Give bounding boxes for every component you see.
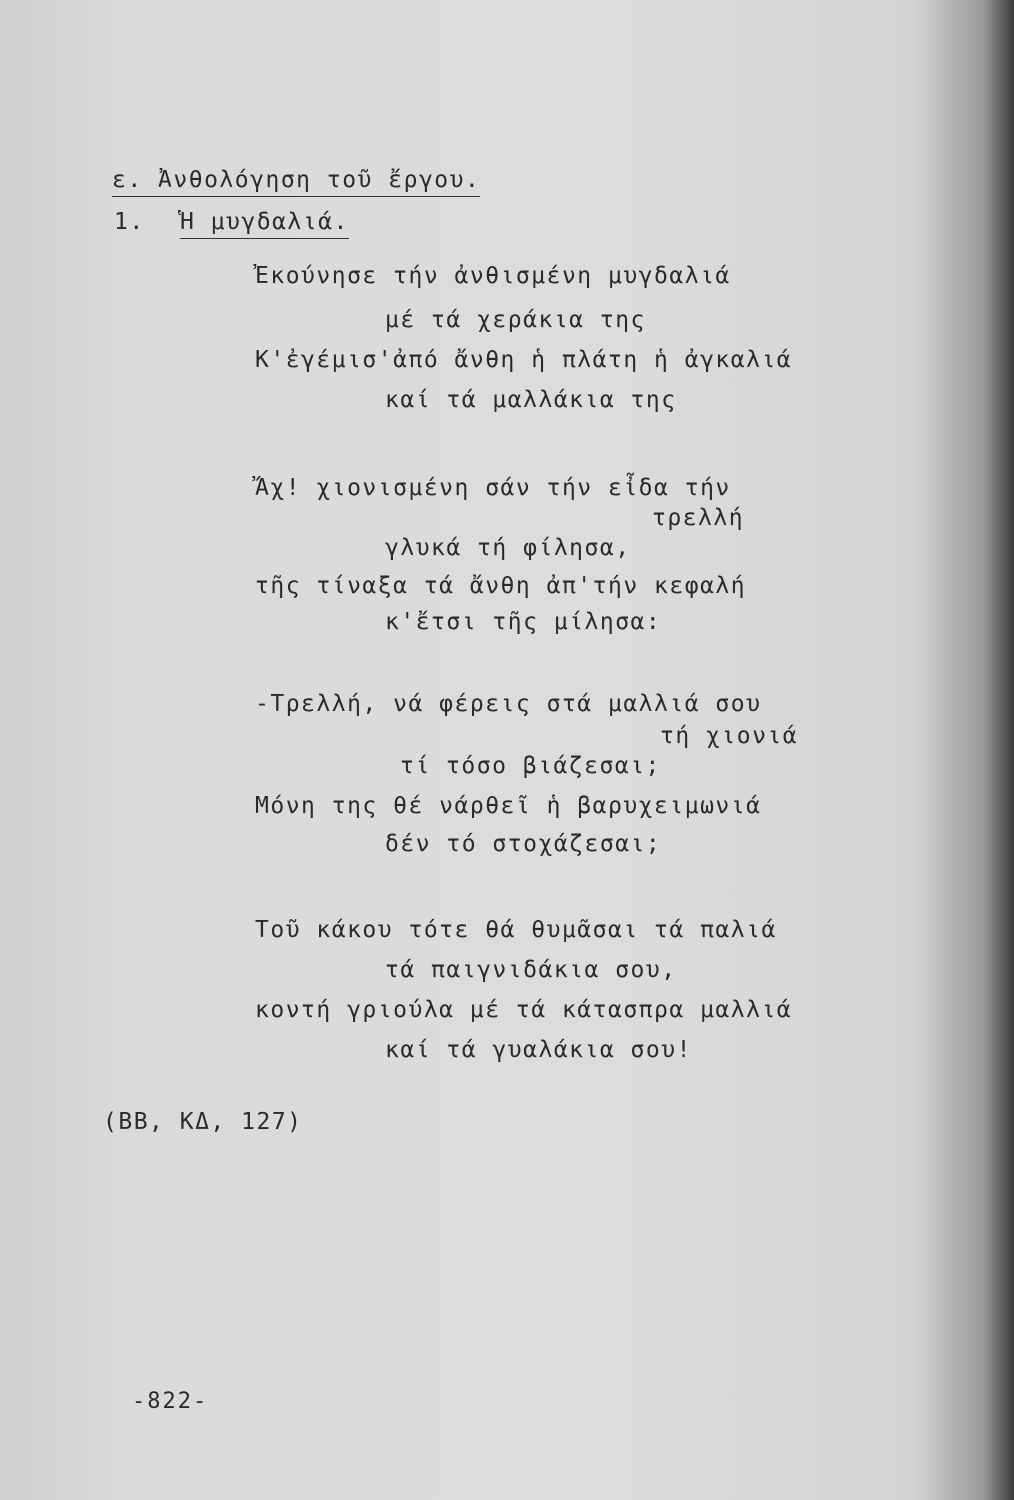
poem-line: τρελλή (652, 505, 745, 531)
subsection-number: 1. (114, 209, 145, 235)
poem-line: -Τρελλή, νά φέρεις στά μαλλιά σου (255, 691, 762, 717)
section-heading: ε. Ἀνθολόγηση τοῦ ἔργου. (112, 166, 480, 197)
poem-line: δέν τό στοχάζεσαι; (385, 831, 662, 857)
subsection-title: Ἡ μυγδαλιά. (180, 208, 349, 239)
poem-line: καί τά μαλλάκια της (385, 387, 677, 413)
poem-line: Κ'ἐγέμισ'ἀπό ἄνθη ἡ πλάτη ἡ ἀγκαλιά (255, 347, 793, 373)
poem-line: τή χιονιά (660, 723, 799, 749)
poem-line: κ'ἔτσι τῆς μίλησα: (385, 609, 662, 635)
poem-line: τά παιγνιδάκια σου, (385, 957, 677, 983)
poem-line: μέ τά χεράκια της (385, 307, 646, 333)
citation: (ΒΒ, ΚΔ, 127) (103, 1109, 303, 1135)
page-number: -822- (132, 1389, 209, 1414)
poem-line: γλυκά τή φίλησα, (385, 535, 631, 561)
poem-line: τί τόσο βιάζεσαι; (400, 753, 661, 779)
poem-line: Ἐκούνησε τήν ἀνθισμένη μυγδαλιά (255, 263, 731, 289)
poem-line: καί τά γυαλάκια σου! (385, 1037, 692, 1063)
poem-line: τῆς τίναξα τά ἄνθη ἀπ'τήν κεφαλή (255, 573, 747, 599)
poem-line: Μόνη της θέ νάρθεῖ ἡ βαρυχειμωνιά (255, 793, 762, 819)
poem-line: κοντή γριούλα μέ τά κάτασπρα μαλλιά (255, 997, 793, 1023)
poem-line: Τοῦ κάκου τότε θά θυμᾶσαι τά παλιά (255, 917, 777, 943)
poem-line: Ἄχ! χιονισμένη σάν τήν εἶδα τήν (255, 475, 731, 501)
